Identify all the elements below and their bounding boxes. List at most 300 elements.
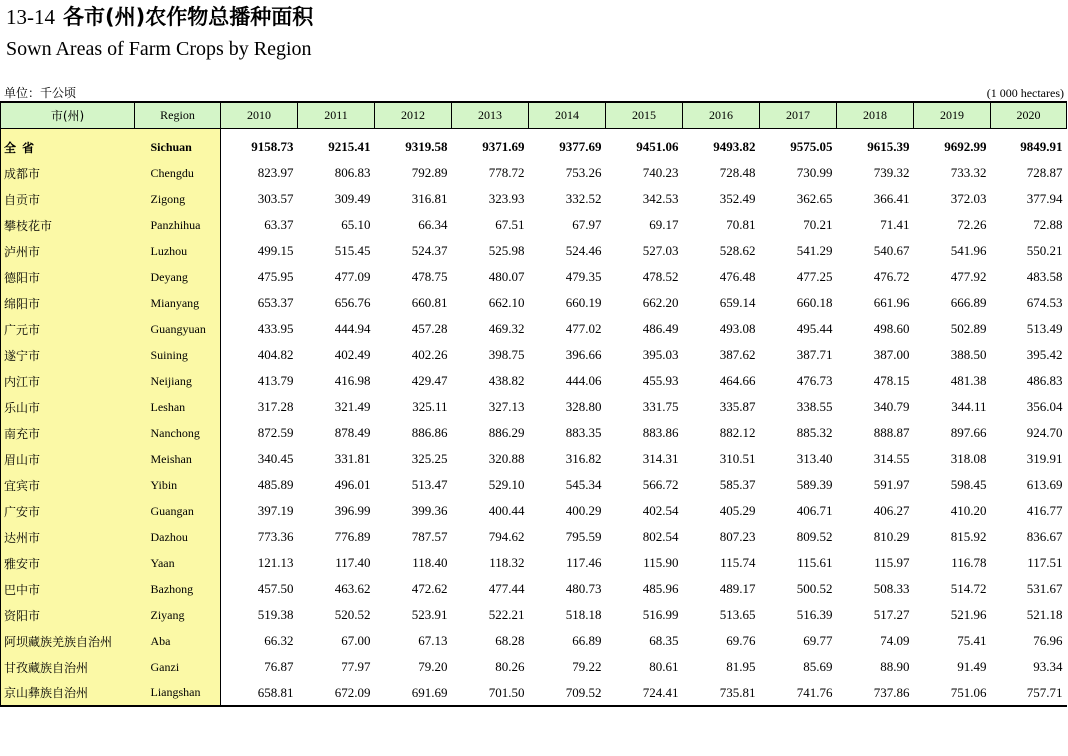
table-row (1, 446, 1067, 472)
value-cell: 525.98 (488, 243, 525, 258)
value-cell: 69.76 (726, 633, 756, 648)
value-cell: 69.77 (803, 633, 833, 648)
value-cell: 882.12 (719, 425, 756, 440)
value-cell: 405.29 (719, 503, 756, 518)
value-cell: 589.39 (796, 477, 833, 492)
region-en-cell: Nanchong (135, 420, 221, 446)
value-cell: 741.76 (760, 680, 837, 706)
value-cell: 325.11 (412, 399, 448, 414)
value-cell: 115.74 (720, 555, 756, 570)
table-title-en: Sown Areas of Farm Crops by Region (6, 38, 312, 60)
value-cell: 540.67 (873, 243, 910, 258)
value-cell: 68.28 (495, 633, 525, 648)
value-cell: 478.52 (642, 269, 679, 284)
value-cell: 463.62 (334, 581, 371, 596)
value-cell: 527.03 (642, 243, 679, 258)
value-cell: 85.69 (803, 659, 833, 674)
value-cell: 410.20 (950, 503, 987, 518)
value-cell: 366.41 (873, 191, 910, 206)
table-row (1, 212, 1067, 238)
value-cell: 444.94 (334, 321, 371, 336)
value-cell: 352.49 (719, 191, 756, 206)
value-cell: 674.53 (1026, 295, 1063, 310)
region-cn-cell: 眉山市 (1, 446, 135, 472)
value-cell: 356.04 (1026, 399, 1063, 414)
value-cell: 483.58 (1026, 269, 1063, 284)
header-year-2017: 2017 (760, 102, 837, 128)
value-cell: 802.54 (642, 529, 679, 544)
value-cell: 792.89 (411, 165, 448, 180)
value-cell: 522.21 (488, 607, 525, 622)
value-cell: 516.39 (796, 607, 833, 622)
value-cell: 815.92 (950, 529, 987, 544)
value-cell: 724.41 (606, 680, 683, 706)
region-cn-cell: 德阳市 (1, 264, 135, 290)
value-cell: 9615.39 (867, 139, 910, 154)
value-cell: 331.75 (642, 399, 679, 414)
value-cell: 72.26 (957, 217, 987, 232)
value-cell: 438.82 (488, 373, 525, 388)
value-cell: 93.34 (1033, 659, 1063, 674)
region-en-cell: Liangshan (135, 680, 221, 706)
value-cell: 319.91 (1026, 451, 1063, 466)
value-cell: 65.10 (341, 217, 371, 232)
region-cn-cell: 自贡市 (1, 186, 135, 212)
value-cell: 753.26 (565, 165, 602, 180)
value-cell: 739.32 (873, 165, 910, 180)
value-cell: 464.66 (719, 373, 756, 388)
value-cell: 413.79 (257, 373, 294, 388)
value-cell: 776.89 (334, 529, 371, 544)
value-cell: 115.97 (874, 555, 910, 570)
value-cell: 71.41 (880, 217, 910, 232)
header-year-2014: 2014 (529, 102, 606, 128)
region-cn-cell: 泸州市 (1, 238, 135, 264)
value-cell: 591.97 (873, 477, 910, 492)
value-cell: 313.40 (796, 451, 833, 466)
value-cell: 395.42 (1026, 347, 1063, 362)
value-cell: 387.62 (719, 347, 756, 362)
region-cn-cell: 巴中市 (1, 576, 135, 602)
value-cell: 613.69 (1026, 477, 1063, 492)
value-cell: 883.35 (565, 425, 602, 440)
region-en-cell: Panzhihua (135, 212, 221, 238)
region-en-cell: Suining (135, 342, 221, 368)
value-cell: 550.21 (1026, 243, 1063, 258)
value-cell: 387.00 (873, 347, 910, 362)
value-cell: 387.71 (796, 347, 833, 362)
value-cell: 81.95 (726, 659, 756, 674)
value-cell: 485.96 (642, 581, 679, 596)
table-row (1, 342, 1067, 368)
value-cell: 9575.05 (790, 139, 833, 154)
value-cell: 513.49 (1026, 321, 1063, 336)
value-cell: 672.09 (298, 680, 375, 706)
value-cell: 80.61 (649, 659, 679, 674)
value-cell: 477.92 (950, 269, 987, 284)
value-cell: 885.32 (796, 425, 833, 440)
table-row (1, 290, 1067, 316)
value-cell: 477.44 (488, 581, 525, 596)
value-cell: 508.33 (873, 581, 910, 596)
region-cn-cell: 绵阳市 (1, 290, 135, 316)
value-cell: 653.37 (257, 295, 294, 310)
region-en-cell: Luzhou (135, 238, 221, 264)
table-row (1, 680, 1067, 706)
value-cell: 477.09 (334, 269, 371, 284)
value-cell: 70.81 (726, 217, 756, 232)
value-cell: 794.62 (488, 529, 525, 544)
value-cell: 810.29 (873, 529, 910, 544)
value-cell: 395.03 (642, 347, 679, 362)
region-cn-cell: 宜宾市 (1, 472, 135, 498)
value-cell: 502.89 (950, 321, 987, 336)
region-en-cell: Dazhou (135, 524, 221, 550)
value-cell: 115.90 (643, 555, 679, 570)
header-year-2011: 2011 (298, 102, 375, 128)
value-cell: 325.25 (411, 451, 448, 466)
table-row (1, 628, 1067, 654)
value-cell: 79.20 (418, 659, 448, 674)
region-en-cell: Ziyang (135, 602, 221, 628)
region-en-cell: Zigong (135, 186, 221, 212)
value-cell: 823.97 (257, 165, 294, 180)
region-en-cell: Ganzi (135, 654, 221, 680)
value-cell: 486.49 (642, 321, 679, 336)
value-cell: 585.37 (719, 477, 756, 492)
region-cn-cell: 达州市 (1, 524, 135, 550)
value-cell: 332.52 (565, 191, 602, 206)
region-en-cell: Yibin (135, 472, 221, 498)
header-region-en: Region (135, 102, 221, 128)
value-cell: 807.23 (719, 529, 756, 544)
table-row (1, 238, 1067, 264)
value-cell: 66.32 (264, 633, 294, 648)
value-cell: 67.13 (418, 633, 448, 648)
value-cell: 404.82 (257, 347, 294, 362)
region-cn-cell: 资阳市 (1, 602, 135, 628)
value-cell: 80.26 (495, 659, 525, 674)
value-cell: 878.49 (334, 425, 371, 440)
value-cell: 444.06 (565, 373, 602, 388)
value-cell: 883.86 (642, 425, 679, 440)
value-cell: 116.78 (951, 555, 987, 570)
value-cell: 118.32 (489, 555, 525, 570)
value-cell: 787.57 (411, 529, 448, 544)
value-cell: 518.18 (565, 607, 602, 622)
table-row (1, 524, 1067, 550)
region-en-cell: Sichuan (135, 134, 221, 160)
value-cell: 520.52 (334, 607, 371, 622)
value-cell: 795.59 (565, 529, 602, 544)
value-cell: 481.38 (950, 373, 987, 388)
value-cell: 516.99 (642, 607, 679, 622)
header-year-2018: 2018 (837, 102, 914, 128)
header-year-2013: 2013 (452, 102, 529, 128)
value-cell: 76.87 (264, 659, 294, 674)
table-body (1, 128, 1067, 706)
value-cell: 495.44 (796, 321, 833, 336)
value-cell: 342.53 (642, 191, 679, 206)
value-cell: 397.19 (257, 503, 294, 518)
table-row (1, 420, 1067, 446)
value-cell: 362.65 (796, 191, 833, 206)
value-cell: 320.88 (488, 451, 525, 466)
value-cell: 476.48 (719, 269, 756, 284)
value-cell: 9377.69 (559, 139, 602, 154)
value-cell: 396.66 (565, 347, 602, 362)
value-cell: 566.72 (642, 477, 679, 492)
value-cell: 400.44 (488, 503, 525, 518)
value-cell: 76.96 (1033, 633, 1063, 648)
value-cell: 72.88 (1033, 217, 1063, 232)
region-en-cell: Guangan (135, 498, 221, 524)
value-cell: 661.96 (873, 295, 910, 310)
value-cell: 514.72 (950, 581, 987, 596)
region-cn-cell: 全 省 (1, 134, 135, 160)
table-row (1, 498, 1067, 524)
region-en-cell: Mianyang (135, 290, 221, 316)
value-cell: 66.89 (572, 633, 602, 648)
value-cell: 469.32 (488, 321, 525, 336)
value-cell: 496.01 (334, 477, 371, 492)
value-cell: 897.66 (950, 425, 987, 440)
region-en-cell: Yaan (135, 550, 221, 576)
value-cell: 399.36 (411, 503, 448, 518)
value-cell: 402.49 (334, 347, 371, 362)
value-cell: 872.59 (257, 425, 294, 440)
value-cell: 316.81 (411, 191, 448, 206)
value-cell: 886.86 (411, 425, 448, 440)
value-cell: 79.22 (572, 659, 602, 674)
value-cell: 70.21 (803, 217, 833, 232)
value-cell: 314.55 (873, 451, 910, 466)
value-cell: 476.73 (796, 373, 833, 388)
header-year-2015: 2015 (606, 102, 683, 128)
value-cell: 475.95 (257, 269, 294, 284)
value-cell: 472.62 (411, 581, 448, 596)
value-cell: 773.36 (257, 529, 294, 544)
value-cell: 457.50 (257, 581, 294, 596)
value-cell: 541.29 (796, 243, 833, 258)
value-cell: 118.40 (412, 555, 448, 570)
table-row (1, 602, 1067, 628)
sown-area-table (0, 101, 1067, 707)
value-cell: 521.96 (950, 607, 987, 622)
value-cell: 338.55 (796, 399, 833, 414)
table-title-cn (6, 4, 313, 30)
value-cell: 433.95 (257, 321, 294, 336)
value-cell: 310.51 (719, 451, 756, 466)
region-en-cell: Leshan (135, 394, 221, 420)
value-cell: 524.46 (565, 243, 602, 258)
value-cell: 486.83 (1026, 373, 1063, 388)
value-cell: 331.81 (334, 451, 371, 466)
value-cell: 303.57 (257, 191, 294, 206)
value-cell: 529.10 (488, 477, 525, 492)
value-cell: 117.46 (566, 555, 602, 570)
value-cell: 598.45 (950, 477, 987, 492)
value-cell: 836.67 (1026, 529, 1063, 544)
table-row (1, 160, 1067, 186)
value-cell: 735.81 (683, 680, 760, 706)
value-cell: 730.99 (796, 165, 833, 180)
region-en-cell: Bazhong (135, 576, 221, 602)
value-cell: 68.35 (649, 633, 679, 648)
region-cn-cell: 京山彝族自治州 (1, 680, 135, 706)
value-cell: 480.07 (488, 269, 525, 284)
value-cell: 117.40 (335, 555, 371, 570)
region-en-cell: Deyang (135, 264, 221, 290)
region-en-cell: Aba (135, 628, 221, 654)
value-cell: 402.26 (411, 347, 448, 362)
table-row (1, 186, 1067, 212)
value-cell: 489.17 (719, 581, 756, 596)
value-cell: 659.14 (719, 295, 756, 310)
value-cell: 69.17 (649, 217, 679, 232)
value-cell: 656.76 (334, 295, 371, 310)
value-cell: 541.96 (950, 243, 987, 258)
value-cell: 740.23 (642, 165, 679, 180)
value-cell: 478.15 (873, 373, 910, 388)
value-cell: 660.81 (411, 295, 448, 310)
region-cn-cell: 雅安市 (1, 550, 135, 576)
value-cell: 396.99 (334, 503, 371, 518)
value-cell: 9371.69 (482, 139, 525, 154)
value-cell: 778.72 (488, 165, 525, 180)
table-row (1, 368, 1067, 394)
value-cell: 517.27 (873, 607, 910, 622)
value-cell: 344.11 (951, 399, 987, 414)
value-cell: 327.13 (488, 399, 525, 414)
value-cell: 75.41 (957, 633, 987, 648)
value-cell: 457.28 (411, 321, 448, 336)
value-cell: 728.87 (1026, 165, 1063, 180)
value-cell: 67.51 (495, 217, 525, 232)
unit-label-en: (1 000 hectares) (986, 86, 1064, 100)
value-cell: 531.67 (1026, 581, 1063, 596)
value-cell: 477.25 (796, 269, 833, 284)
value-cell: 658.81 (221, 680, 298, 706)
value-cell: 498.60 (873, 321, 910, 336)
value-cell: 728.48 (719, 165, 756, 180)
value-cell: 709.52 (529, 680, 606, 706)
region-en-cell: Chengdu (135, 160, 221, 186)
value-cell: 321.49 (334, 399, 371, 414)
region-cn-cell: 内江市 (1, 368, 135, 394)
value-cell: 74.09 (880, 633, 910, 648)
region-cn-cell: 攀枝花市 (1, 212, 135, 238)
value-cell: 886.29 (488, 425, 525, 440)
value-cell: 691.69 (375, 680, 452, 706)
region-cn-cell: 乐山市 (1, 394, 135, 420)
value-cell: 733.32 (950, 165, 987, 180)
value-cell: 309.49 (334, 191, 371, 206)
value-cell: 660.18 (796, 295, 833, 310)
header-year-2012: 2012 (375, 102, 452, 128)
value-cell: 528.62 (719, 243, 756, 258)
value-cell: 737.86 (837, 680, 914, 706)
value-cell: 66.34 (418, 217, 448, 232)
value-cell: 513.65 (719, 607, 756, 622)
value-cell: 406.71 (796, 503, 833, 518)
value-cell: 117.51 (1027, 555, 1063, 570)
region-en-cell: Neijiang (135, 368, 221, 394)
value-cell: 521.18 (1026, 607, 1063, 622)
region-cn-cell: 南充市 (1, 420, 135, 446)
value-cell: 9451.06 (636, 139, 679, 154)
value-cell: 493.08 (719, 321, 756, 336)
value-cell: 88.90 (880, 659, 910, 674)
value-cell: 340.79 (873, 399, 910, 414)
value-cell: 335.87 (719, 399, 756, 414)
value-cell: 660.19 (565, 295, 602, 310)
header-row (1, 102, 1067, 128)
header-year-2019: 2019 (914, 102, 991, 128)
table-row (1, 576, 1067, 602)
value-cell: 662.20 (642, 295, 679, 310)
value-cell: 416.77 (1026, 503, 1063, 518)
value-cell: 429.47 (411, 373, 448, 388)
region-cn-cell: 成都市 (1, 160, 135, 186)
table-row (1, 654, 1067, 680)
value-cell: 809.52 (796, 529, 833, 544)
value-cell: 476.72 (873, 269, 910, 284)
value-cell: 91.49 (957, 659, 987, 674)
value-cell: 406.27 (873, 503, 910, 518)
value-cell: 455.93 (642, 373, 679, 388)
header-year-2016: 2016 (683, 102, 760, 128)
table-row (1, 472, 1067, 498)
value-cell: 9158.73 (251, 139, 294, 154)
value-cell: 477.02 (565, 321, 602, 336)
value-cell: 115.61 (797, 555, 833, 570)
value-cell: 388.50 (950, 347, 987, 362)
value-cell: 402.54 (642, 503, 679, 518)
value-cell: 9493.82 (713, 139, 756, 154)
value-cell: 500.52 (796, 581, 833, 596)
value-cell: 77.97 (341, 659, 371, 674)
value-cell: 63.37 (264, 217, 294, 232)
value-cell: 9849.91 (1020, 139, 1063, 154)
region-cn-cell: 遂宁市 (1, 342, 135, 368)
value-cell: 751.06 (914, 680, 991, 706)
value-cell: 9319.58 (405, 139, 448, 154)
region-cn-cell: 阿坝藏族羌族自治州 (1, 628, 135, 654)
value-cell: 372.03 (950, 191, 987, 206)
value-cell: 545.34 (565, 477, 602, 492)
region-cn-cell: 广元市 (1, 316, 135, 342)
value-cell: 340.45 (257, 451, 294, 466)
value-cell: 806.83 (334, 165, 371, 180)
value-cell: 524.37 (411, 243, 448, 258)
value-cell: 314.31 (642, 451, 679, 466)
value-cell: 316.82 (565, 451, 602, 466)
value-cell: 515.45 (334, 243, 371, 258)
value-cell: 479.35 (565, 269, 602, 284)
value-cell: 318.08 (950, 451, 987, 466)
value-cell: 499.15 (257, 243, 294, 258)
value-cell: 398.75 (488, 347, 525, 362)
value-cell: 888.87 (873, 425, 910, 440)
value-cell: 317.28 (257, 399, 294, 414)
value-cell: 9692.99 (944, 139, 987, 154)
value-cell: 328.80 (565, 399, 602, 414)
value-cell: 323.93 (488, 191, 525, 206)
region-cn-cell: 甘孜藏族自治州 (1, 654, 135, 680)
region-en-cell: Guangyuan (135, 316, 221, 342)
value-cell: 400.29 (565, 503, 602, 518)
